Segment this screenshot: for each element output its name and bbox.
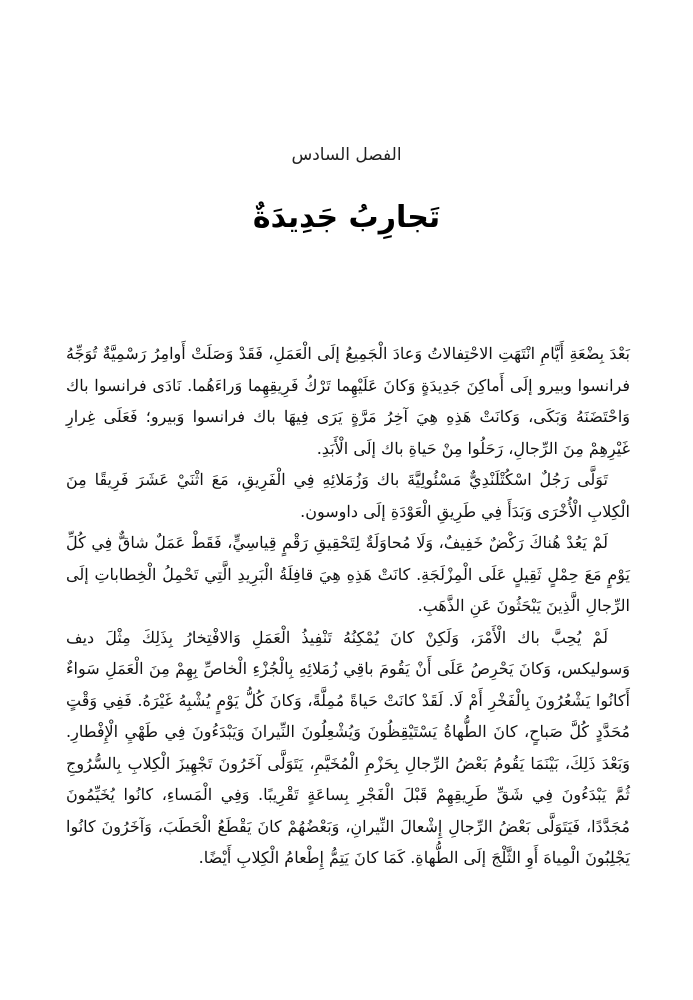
- body-text: [66, 338, 630, 874]
- chapter-title: تَجارِبُ جَدِيدَةٌ: [252, 200, 441, 235]
- chapter-label: الفصل السادس: [291, 145, 402, 165]
- paragraph: لَمْ يُحِبَّ باك الْأَمْرَ، وَلَكِنْ كانَ يُمْكِنُهُ تَنْفِيذُ الْعَمَلِ وَالافْتِخارُ بِذَلِكَ مِثْلَ ديف وَسوليكس، وَكانَ يَحْرِصُ عَلَى أَنْ يَقُومَ باقِي زُمَلائِهِ بِالْجُزْءِ الْخاصِّ بِهِمْ مِنَ الْعَمَلِ سَواءٌ أَكانُوا يَشْعُرُونَ بِالْفَخْرِ أَمْ لَا. لَقَدْ كانَتْ حَياةً مُمِلَّةً، وَكانَ كُلُّ يَوْمٍ يُشْبِهُ غَيْرَهُ. فَفِي وَقْتٍ مُحَدَّدٍ كُلَّ صَباحٍ، كانَ الطُّهاةُ يَسْتَيْقِظُونَ وَيُشْعِلُونَ النِّيرانَ وَيَبْدَءُونَ فِي طَهْيِ الْإِفْطارِ. وَبَعْدَ ذَلِكَ، بَيْنَمَا يَقُومُ بَعْضُ الرِّجالِ بِحَزْمِ الْمُخَيَّمِ، يَتَوَلَّى آخَرُونَ تَجْهِيزَ الْكِلابِ بِالسُّرُوجِ ثُمَّ يَبْدَءُونَ فِي شَقِّ طَرِيقِهِمْ قَبْلَ الْفَجْرِ بِساعَةٍ تَقْرِيبًا. وَفِي الْمَساءِ، كانُوا يُخَيِّمُونَ مُجَدَّدًا، فَيَتَوَلَّى بَعْضُ الرِّجالِ إِشْعالَ النِّيرانِ، وَبَعْضُهُمْ كانَ يَقْطَعُ الْحَطَبَ، وَآخَرُونَ كانُوا يَجْلِبُونَ الْمِياهَ أَوِ الثَّلْجَ إلَى الطُّهاةِ. كَمَا كانَ يَتِمُّ إِطْعامُ الْكِلابِ أَيْضًا.: [66, 627, 630, 867]
- paragraph: تَوَلَّى رَجُلٌ اسْكُتْلَنْدِيٌّ مَسْئُولِيَّةَ باك وَزُمَلائِهِ فِي الْفَرِيقِ، مَعَ اثْنَيْ عَشَرَ فَرِيقًا مِنَ الْكِلابِ الْأُخْرَى وَبَدَأَ فِي طَرِيقِ الْعَوْدَةِ إلَى داوسون.: [66, 470, 630, 521]
- paragraph: بَعْدَ بِضْعَةِ أَيَّامِ انْتَهَتِ الاحْتِفالاتُ وَعادَ الْجَمِيعُ إلَى الْعَمَلِ، فَقَدْ وَصَلَتْ أَوامِرُ رَسْمِيَّةٌ تُوَجِّهُ فرانسوا وبيرو إلَى أَماكِنَ جَدِيدَةٍ وَكانَ عَلَيْهِما تَرْكُ فَرِيقِهِما وَراءَهُما. نَادَى فرانسوا باك وَاحْتَضَنَهُ وَبَكَى، وَكانَتْ هَذِهِ هِيَ آخِرُ مَرَّةٍ يَرَى فِيهَا باك فرانسوا وَبيرو؛ فَعَلَى غِرارِ غَيْرِهِمْ مِنَ الرِّجالِ، رَحَلُوا مِنْ حَياةِ باك إلَى الْأَبَدِ.: [66, 344, 630, 458]
- paragraph: لَمْ يَعُدْ هُناكَ رَكْضٌ خَفِيفٌ، وَلَا مُحاوَلَةٌ لِتَحْقِيقِ رَقْمٍ قِياسِيٍّ، فَقَطْ عَمَلٌ شاقٌّ فِي كُلِّ يَوْمٍ مَعَ حِمْلٍ ثَقِيلٍ عَلَى الْمِزْلَجَةِ. كانَتْ هَذِهِ هِيَ قافِلَةُ الْبَرِيدِ الَّتِي تَحْمِلُ الْخِطاباتِ إلَى الرِّجالِ الَّذِينَ يَبْحَثُونَ عَنِ الذَّهَبِ.: [66, 533, 630, 615]
